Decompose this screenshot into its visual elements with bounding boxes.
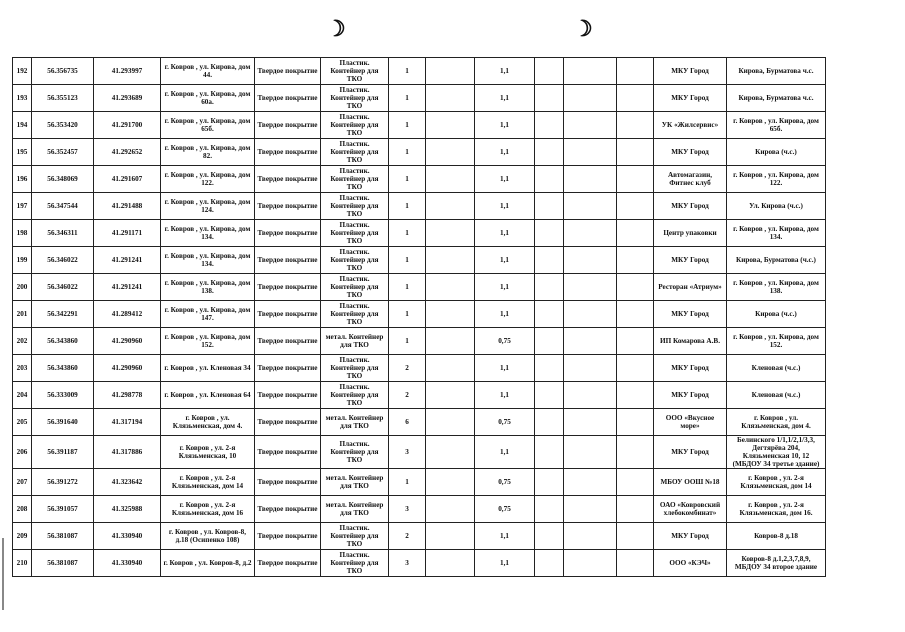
latitude: 56.356735 — [32, 58, 94, 85]
owner: МКУ Город — [654, 355, 727, 382]
served-objects: Ковров-8 д.18 — [727, 523, 826, 550]
empty-cell — [426, 166, 475, 193]
table-row — [13, 193, 826, 220]
empty-cell — [617, 328, 654, 355]
container-volume: 1,1 — [475, 166, 535, 193]
table-row — [13, 166, 826, 193]
container-count: 6 — [389, 409, 426, 436]
row-number: 195 — [13, 139, 32, 166]
empty-cell — [535, 355, 564, 382]
binding-mark-left: ☽ — [326, 16, 346, 41]
longitude: 41.317194 — [94, 409, 161, 436]
empty-cell — [535, 523, 564, 550]
latitude: 56.348069 — [32, 166, 94, 193]
served-objects: Кирова, Бурматова (ч.с.) — [727, 247, 826, 274]
empty-cell — [426, 247, 475, 274]
container-count: 2 — [389, 355, 426, 382]
latitude: 56.343860 — [32, 328, 94, 355]
container-count: 3 — [389, 436, 426, 469]
empty-cell — [617, 469, 654, 496]
container-volume: 1,1 — [475, 355, 535, 382]
container-type: метал. Контейнер для ТКО — [321, 469, 389, 496]
empty-cell — [535, 166, 564, 193]
longitude: 41.298778 — [94, 382, 161, 409]
address: г. Ковров , ул. 2-я Клязьменская, дом 16 — [161, 496, 255, 523]
empty-cell — [564, 112, 617, 139]
address: г. Ковров , ул. Ковров-8, д.18 (Осипенко 108) — [161, 523, 255, 550]
empty-cell — [426, 496, 475, 523]
surface: Твердое покрытие — [255, 550, 321, 577]
surface: Твердое покрытие — [255, 355, 321, 382]
empty-cell — [564, 247, 617, 274]
container-count: 1 — [389, 193, 426, 220]
empty-cell — [617, 247, 654, 274]
table-row — [13, 523, 826, 550]
table-row — [13, 58, 826, 85]
address: г. Ковров , ул. Кленовая 64 — [161, 382, 255, 409]
empty-cell — [564, 328, 617, 355]
container-type: Пластик. Контейнер для ТКО — [321, 301, 389, 328]
longitude: 41.293997 — [94, 58, 161, 85]
address: г. Ковров , ул. Кирова, дом 147. — [161, 301, 255, 328]
container-volume: 1,1 — [475, 523, 535, 550]
container-count: 1 — [389, 301, 426, 328]
waste-sites-table — [12, 57, 826, 577]
empty-cell — [617, 220, 654, 247]
served-objects: Кирова, Бурматова ч.с. — [727, 58, 826, 85]
container-count: 2 — [389, 523, 426, 550]
container-volume: 1,1 — [475, 193, 535, 220]
served-objects: г. Ковров , ул. 2-я Клязьменская, дом 16. — [727, 496, 826, 523]
empty-cell — [617, 355, 654, 382]
address: г. Ковров , ул. Кирова, дом 65б. — [161, 112, 255, 139]
owner: МКУ Город — [654, 301, 727, 328]
owner: УК «Жилсервис» — [654, 112, 727, 139]
served-objects: г. Ковров , ул. Клязьменская, дом 4. — [727, 409, 826, 436]
container-volume: 1,1 — [475, 382, 535, 409]
empty-cell — [535, 112, 564, 139]
served-objects: Кирова, Бурматова ч.с. — [727, 85, 826, 112]
surface: Твердое покрытие — [255, 382, 321, 409]
empty-cell — [564, 409, 617, 436]
empty-cell — [564, 496, 617, 523]
row-number: 209 — [13, 523, 32, 550]
empty-cell — [426, 550, 475, 577]
empty-cell — [617, 436, 654, 469]
empty-cell — [426, 112, 475, 139]
served-objects: Ул. Кирова (ч.с.) — [727, 193, 826, 220]
empty-cell — [535, 469, 564, 496]
container-type: Пластик. Контейнер для ТКО — [321, 355, 389, 382]
served-objects: г. Ковров , ул. Кирова, дом 138. — [727, 274, 826, 301]
owner: Автомагазин, Фитнес клуб — [654, 166, 727, 193]
served-objects: г. Ковров , ул. Кирова, дом 134. — [727, 220, 826, 247]
latitude: 56.391272 — [32, 469, 94, 496]
table-row — [13, 301, 826, 328]
latitude: 56.346311 — [32, 220, 94, 247]
latitude: 56.352457 — [32, 139, 94, 166]
address: г. Ковров , ул. Кирова, дом 134. — [161, 220, 255, 247]
empty-cell — [535, 193, 564, 220]
row-number: 200 — [13, 274, 32, 301]
empty-cell — [426, 409, 475, 436]
row-number: 207 — [13, 469, 32, 496]
binding-mark-right: ☽ — [573, 16, 593, 41]
surface: Твердое покрытие — [255, 247, 321, 274]
empty-cell — [426, 193, 475, 220]
table-row — [13, 139, 826, 166]
empty-cell — [535, 301, 564, 328]
owner: МКУ Город — [654, 436, 727, 469]
surface: Твердое покрытие — [255, 166, 321, 193]
table-row — [13, 355, 826, 382]
served-objects: Белинского 1/1,1/2,1/3,3, Дегтярёва 204, Клязьменская 10, 12 (МБДОУ 34 третье здание) — [727, 436, 826, 469]
latitude: 56.343860 — [32, 355, 94, 382]
empty-cell — [617, 112, 654, 139]
longitude: 41.323642 — [94, 469, 161, 496]
empty-cell — [426, 355, 475, 382]
container-type: Пластик. Контейнер для ТКО — [321, 85, 389, 112]
address: г. Ковров , ул. Кирова, дом 122. — [161, 166, 255, 193]
container-volume: 0,75 — [475, 328, 535, 355]
empty-cell — [564, 58, 617, 85]
container-volume: 1,1 — [475, 550, 535, 577]
owner: МБОУ ООШ №18 — [654, 469, 727, 496]
row-number: 208 — [13, 496, 32, 523]
longitude: 41.292652 — [94, 139, 161, 166]
container-volume: 0,75 — [475, 409, 535, 436]
longitude: 41.291241 — [94, 247, 161, 274]
longitude: 41.291607 — [94, 166, 161, 193]
row-number: 196 — [13, 166, 32, 193]
container-count: 1 — [389, 247, 426, 274]
empty-cell — [426, 139, 475, 166]
empty-cell — [617, 85, 654, 112]
row-number: 201 — [13, 301, 32, 328]
owner: МКУ Город — [654, 85, 727, 112]
empty-cell — [426, 382, 475, 409]
container-count: 2 — [389, 382, 426, 409]
served-objects: Кирова (ч.с.) — [727, 301, 826, 328]
owner: МКУ Город — [654, 139, 727, 166]
container-volume: 1,1 — [475, 274, 535, 301]
address: г. Ковров , ул. Кирова, дом 124. — [161, 193, 255, 220]
empty-cell — [564, 220, 617, 247]
address: г. Ковров , ул. 2-я Клязьменская, 10 — [161, 436, 255, 469]
latitude: 56.333009 — [32, 382, 94, 409]
table-row — [13, 220, 826, 247]
empty-cell — [617, 139, 654, 166]
latitude: 56.391187 — [32, 436, 94, 469]
table-row — [13, 409, 826, 436]
empty-cell — [564, 382, 617, 409]
table-row — [13, 274, 826, 301]
container-count: 1 — [389, 58, 426, 85]
empty-cell — [535, 328, 564, 355]
row-number: 194 — [13, 112, 32, 139]
table-row — [13, 85, 826, 112]
container-volume: 1,1 — [475, 85, 535, 112]
empty-cell — [535, 85, 564, 112]
container-volume: 0,75 — [475, 496, 535, 523]
address: г. Ковров , ул. Кирова, дом 134. — [161, 247, 255, 274]
empty-cell — [535, 550, 564, 577]
latitude: 56.391057 — [32, 496, 94, 523]
served-objects: г. Ковров , ул. Кирова, дом 122. — [727, 166, 826, 193]
empty-cell — [617, 409, 654, 436]
row-number: 210 — [13, 550, 32, 577]
latitude: 56.355123 — [32, 85, 94, 112]
empty-cell — [535, 382, 564, 409]
container-count: 1 — [389, 139, 426, 166]
container-volume: 1,1 — [475, 220, 535, 247]
empty-cell — [564, 550, 617, 577]
owner: МКУ Город — [654, 247, 727, 274]
empty-cell — [617, 166, 654, 193]
row-number: 203 — [13, 355, 32, 382]
latitude: 56.347544 — [32, 193, 94, 220]
row-number: 192 — [13, 58, 32, 85]
container-count: 1 — [389, 328, 426, 355]
served-objects: г. Ковров , ул. Кирова, дом 65б. — [727, 112, 826, 139]
empty-cell — [535, 436, 564, 469]
page-edge-line — [2, 538, 4, 610]
table-row — [13, 112, 826, 139]
container-count: 3 — [389, 496, 426, 523]
container-type: Пластик. Контейнер для ТКО — [321, 436, 389, 469]
empty-cell — [426, 301, 475, 328]
latitude: 56.353420 — [32, 112, 94, 139]
address: г. Ковров , ул. Клязьменская, дом 4. — [161, 409, 255, 436]
surface: Твердое покрытие — [255, 220, 321, 247]
container-count: 1 — [389, 112, 426, 139]
empty-cell — [564, 85, 617, 112]
owner: МКУ Город — [654, 193, 727, 220]
empty-cell — [535, 58, 564, 85]
surface: Твердое покрытие — [255, 436, 321, 469]
longitude: 41.290960 — [94, 328, 161, 355]
surface: Твердое покрытие — [255, 523, 321, 550]
owner: ООО «Вкусное море» — [654, 409, 727, 436]
empty-cell — [564, 301, 617, 328]
latitude: 56.391640 — [32, 409, 94, 436]
latitude: 56.381087 — [32, 523, 94, 550]
container-volume: 1,1 — [475, 139, 535, 166]
container-type: Пластик. Контейнер для ТКО — [321, 382, 389, 409]
container-volume: 1,1 — [475, 436, 535, 469]
owner: МКУ Город — [654, 382, 727, 409]
row-number: 199 — [13, 247, 32, 274]
table-row — [13, 328, 826, 355]
served-objects: г. Ковров , ул. 2-я Клязьменская, дом 14 — [727, 469, 826, 496]
empty-cell — [426, 328, 475, 355]
table-row — [13, 550, 826, 577]
owner: ОАО «Ковровский хлебокомбинат» — [654, 496, 727, 523]
empty-cell — [564, 139, 617, 166]
empty-cell — [426, 523, 475, 550]
row-number: 193 — [13, 85, 32, 112]
address: г. Ковров , ул. Кирова, дом 152. — [161, 328, 255, 355]
surface: Твердое покрытие — [255, 193, 321, 220]
served-objects: Кленовая (ч.с.) — [727, 382, 826, 409]
empty-cell — [564, 523, 617, 550]
empty-cell — [617, 274, 654, 301]
served-objects: Кирова (ч.с.) — [727, 139, 826, 166]
owner: Центр упаковки — [654, 220, 727, 247]
container-type: Пластик. Контейнер для ТКО — [321, 193, 389, 220]
container-type: Пластик. Контейнер для ТКО — [321, 166, 389, 193]
longitude: 41.293689 — [94, 85, 161, 112]
container-volume: 1,1 — [475, 112, 535, 139]
container-volume: 1,1 — [475, 301, 535, 328]
empty-cell — [535, 274, 564, 301]
served-objects: Ковров-8 д.1,2,3,7,8,9, МБДОУ 34 второе здание — [727, 550, 826, 577]
container-count: 3 — [389, 550, 426, 577]
longitude: 41.325988 — [94, 496, 161, 523]
owner: Ресторан «Атриум» — [654, 274, 727, 301]
row-number: 204 — [13, 382, 32, 409]
latitude: 56.346022 — [32, 274, 94, 301]
container-type: Пластик. Контейнер для ТКО — [321, 274, 389, 301]
surface: Твердое покрытие — [255, 301, 321, 328]
table-row — [13, 382, 826, 409]
container-type: Пластик. Контейнер для ТКО — [321, 58, 389, 85]
address: г. Ковров , ул. Ковров-8, д.2 — [161, 550, 255, 577]
surface: Твердое покрытие — [255, 58, 321, 85]
latitude: 56.342291 — [32, 301, 94, 328]
container-type: метал. Контейнер для ТКО — [321, 328, 389, 355]
surface: Твердое покрытие — [255, 469, 321, 496]
surface: Твердое покрытие — [255, 328, 321, 355]
container-type: Пластик. Контейнер для ТКО — [321, 220, 389, 247]
container-type: метал. Контейнер для ТКО — [321, 496, 389, 523]
row-number: 206 — [13, 436, 32, 469]
longitude: 41.291488 — [94, 193, 161, 220]
longitude: 41.289412 — [94, 301, 161, 328]
container-type: Пластик. Контейнер для ТКО — [321, 139, 389, 166]
longitude: 41.290960 — [94, 355, 161, 382]
container-volume: 1,1 — [475, 58, 535, 85]
address: г. Ковров , ул. Кирова, дом 60а. — [161, 85, 255, 112]
table-row — [13, 496, 826, 523]
table-row — [13, 436, 826, 469]
empty-cell — [617, 58, 654, 85]
longitude: 41.291241 — [94, 274, 161, 301]
empty-cell — [564, 166, 617, 193]
longitude: 41.291171 — [94, 220, 161, 247]
container-type: Пластик. Контейнер для ТКО — [321, 247, 389, 274]
empty-cell — [617, 382, 654, 409]
owner: МКУ Город — [654, 523, 727, 550]
empty-cell — [535, 139, 564, 166]
address: г. Ковров , ул. 2-я Клязьменская, дом 14 — [161, 469, 255, 496]
longitude: 41.330940 — [94, 523, 161, 550]
empty-cell — [426, 274, 475, 301]
empty-cell — [426, 469, 475, 496]
empty-cell — [564, 436, 617, 469]
container-count: 1 — [389, 166, 426, 193]
longitude: 41.291700 — [94, 112, 161, 139]
empty-cell — [535, 409, 564, 436]
empty-cell — [564, 193, 617, 220]
empty-cell — [564, 274, 617, 301]
container-count: 1 — [389, 274, 426, 301]
empty-cell — [617, 523, 654, 550]
row-number: 197 — [13, 193, 32, 220]
container-type: метал. Контейнер для ТКО — [321, 409, 389, 436]
empty-cell — [535, 220, 564, 247]
surface: Твердое покрытие — [255, 112, 321, 139]
empty-cell — [564, 355, 617, 382]
surface: Твердое покрытие — [255, 409, 321, 436]
address: г. Ковров , ул. Кирова, дом 44. — [161, 58, 255, 85]
surface: Твердое покрытие — [255, 139, 321, 166]
longitude: 41.330940 — [94, 550, 161, 577]
container-type: Пластик. Контейнер для ТКО — [321, 523, 389, 550]
empty-cell — [617, 496, 654, 523]
empty-cell — [426, 58, 475, 85]
table-row — [13, 247, 826, 274]
container-volume: 0,75 — [475, 469, 535, 496]
container-volume: 1,1 — [475, 247, 535, 274]
empty-cell — [564, 469, 617, 496]
address: г. Ковров , ул. Кирова, дом 82. — [161, 139, 255, 166]
empty-cell — [426, 436, 475, 469]
surface: Твердое покрытие — [255, 85, 321, 112]
latitude: 56.346022 — [32, 247, 94, 274]
owner: ИП Комарова А.В. — [654, 328, 727, 355]
address: г. Ковров , ул. Кленовая 34 — [161, 355, 255, 382]
table-row — [13, 469, 826, 496]
empty-cell — [535, 247, 564, 274]
empty-cell — [535, 496, 564, 523]
owner: МКУ Город — [654, 58, 727, 85]
served-objects: г. Ковров , ул. Кирова, дом 152. — [727, 328, 826, 355]
container-type: Пластик. Контейнер для ТКО — [321, 112, 389, 139]
row-number: 198 — [13, 220, 32, 247]
surface: Твердое покрытие — [255, 274, 321, 301]
served-objects: Кленовая (ч.с.) — [727, 355, 826, 382]
row-number: 205 — [13, 409, 32, 436]
empty-cell — [617, 193, 654, 220]
empty-cell — [426, 85, 475, 112]
latitude: 56.381087 — [32, 550, 94, 577]
surface: Твердое покрытие — [255, 496, 321, 523]
container-count: 1 — [389, 85, 426, 112]
empty-cell — [617, 550, 654, 577]
longitude: 41.317886 — [94, 436, 161, 469]
container-count: 1 — [389, 469, 426, 496]
address: г. Ковров , ул. Кирова, дом 138. — [161, 274, 255, 301]
owner: ООО «КЭЧ» — [654, 550, 727, 577]
empty-cell — [426, 220, 475, 247]
empty-cell — [617, 301, 654, 328]
row-number: 202 — [13, 328, 32, 355]
container-type: Пластик. Контейнер для ТКО — [321, 550, 389, 577]
container-count: 1 — [389, 220, 426, 247]
